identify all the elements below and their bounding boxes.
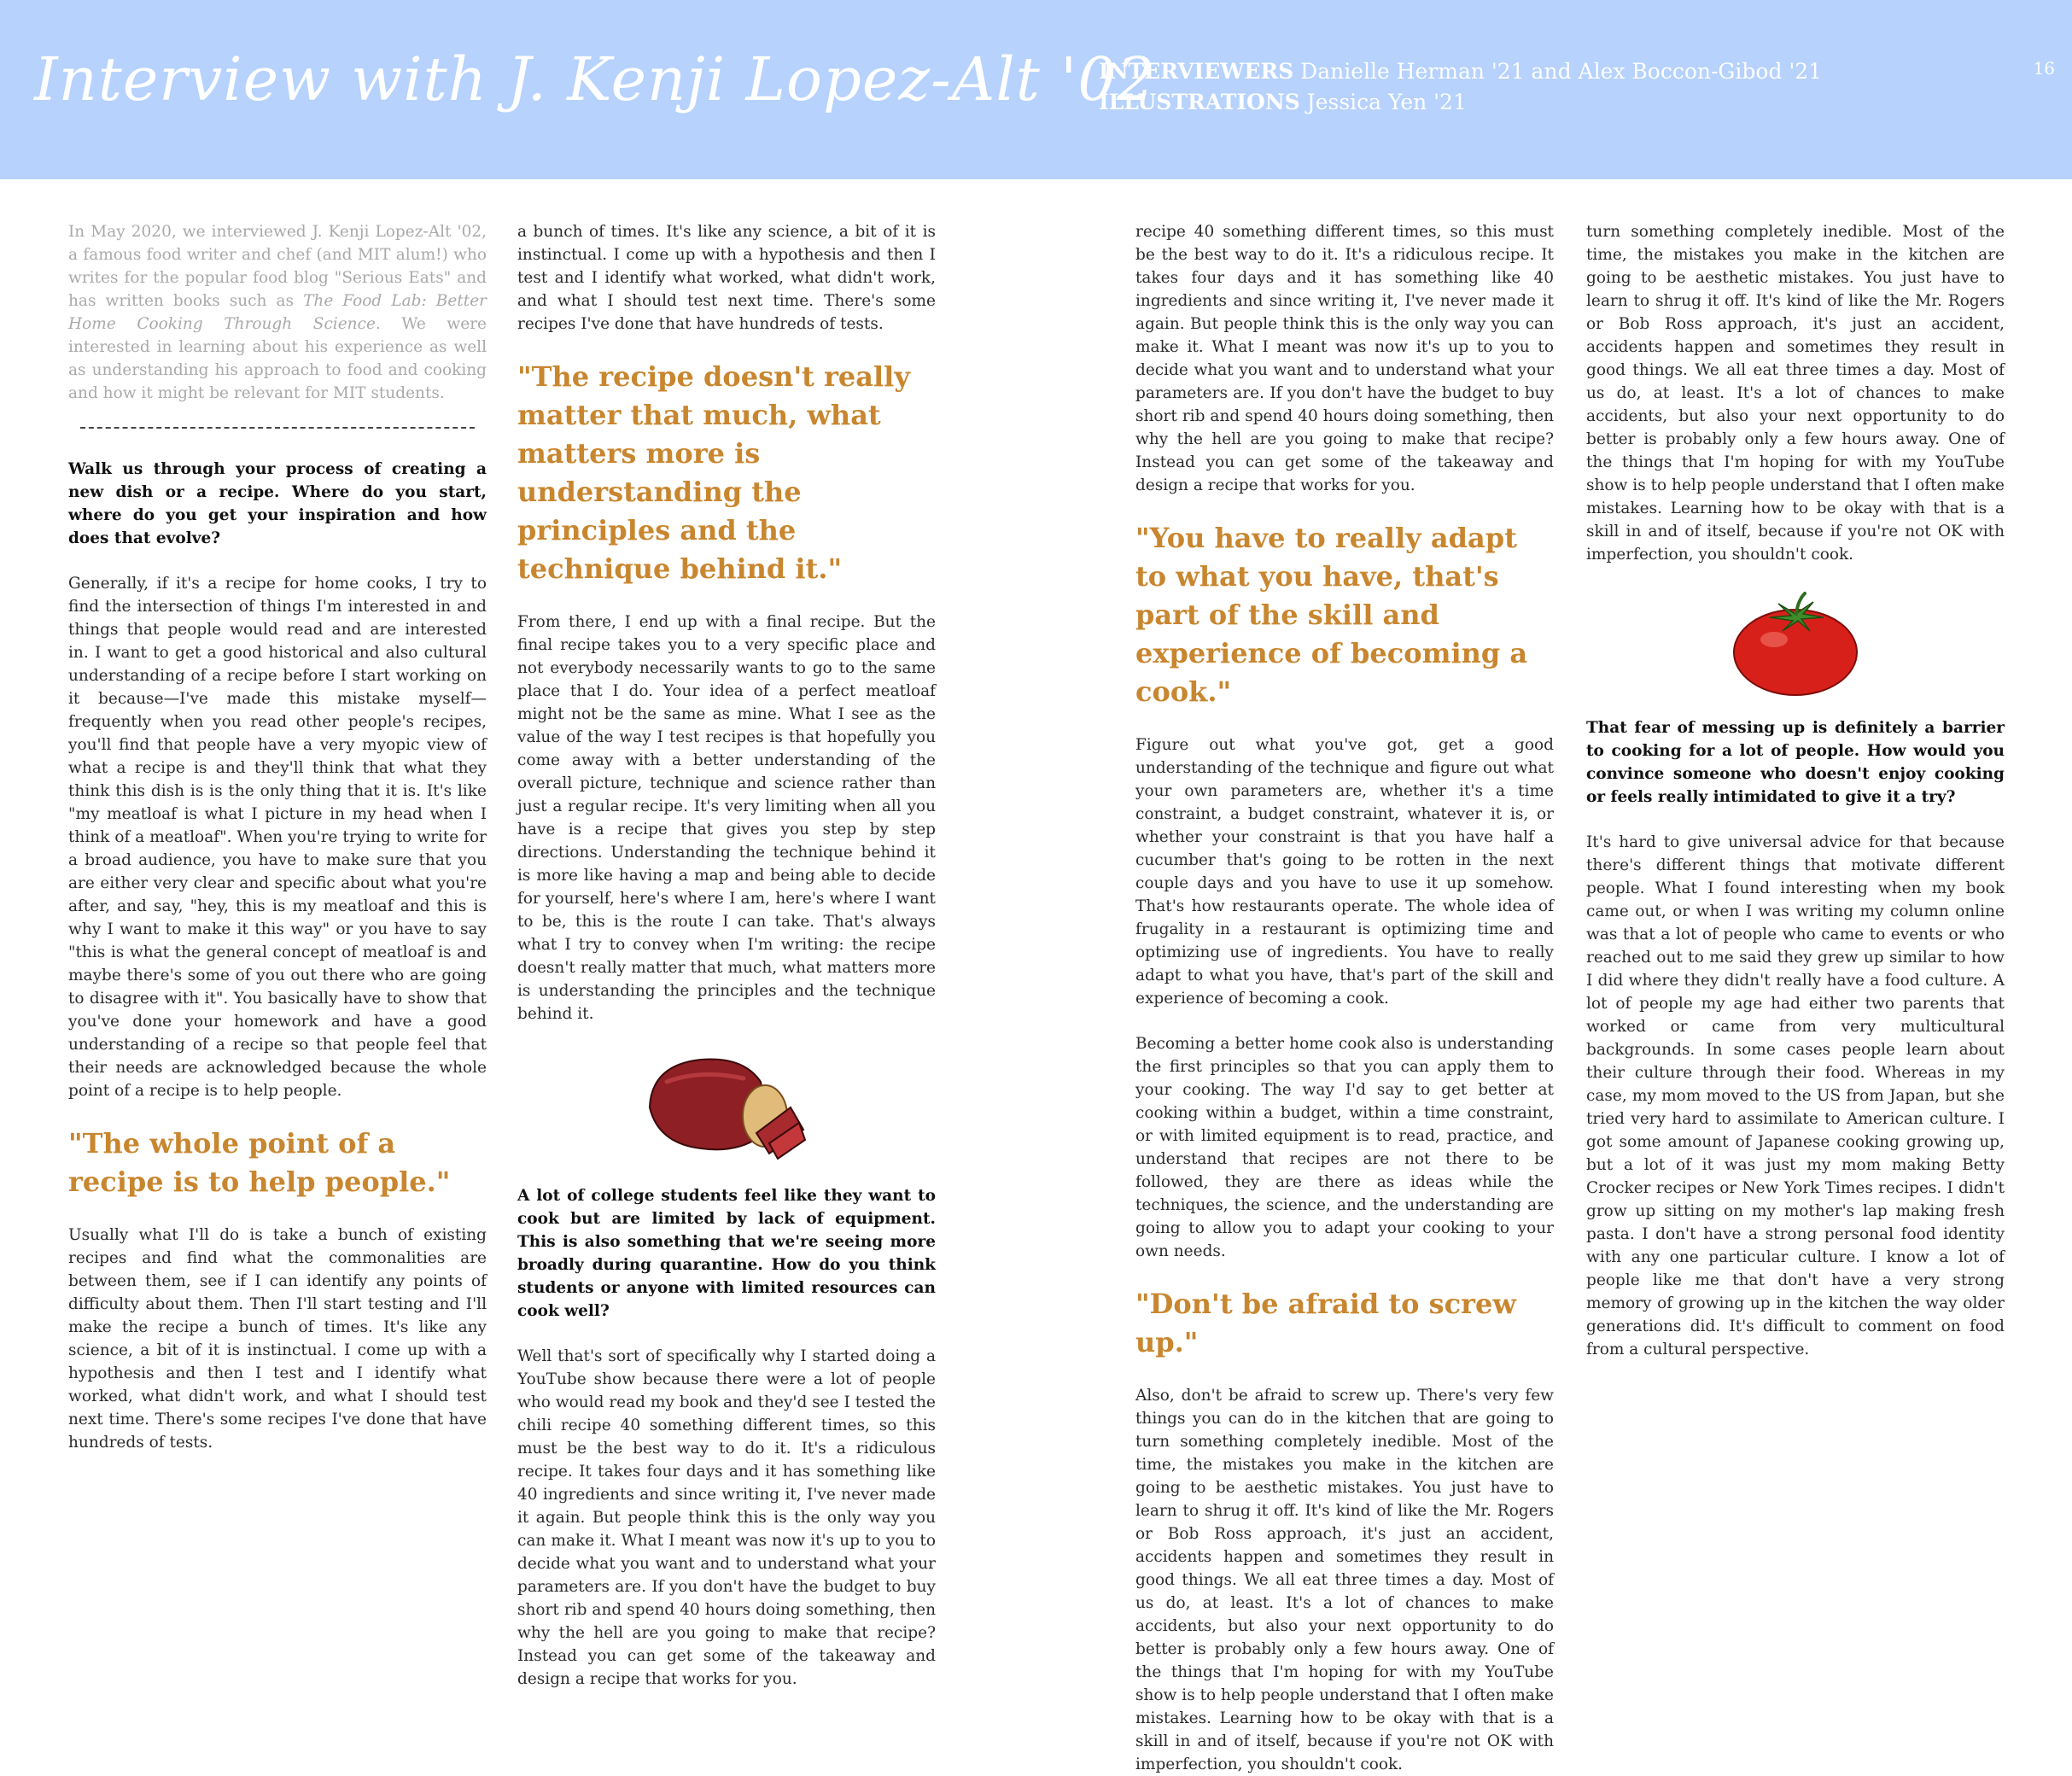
illustrations-label: ILLUSTRATIONS [1099,90,1300,114]
pull-quote-4: "Don't be afraid to screw up." [1135,1288,1516,1358]
section-divider [80,427,475,429]
column-1 [68,220,487,1452]
answer-1-paragraph-3: From there, I end up with a final recipe. But the final recipe takes you to a very specific place and not everybody necessarily wants to go to the same place that I do. Your idea of a perfect meatloaf might not be the same as mine. What I see as the value of the way I test recipes is that hopefully you come away with a better understanding of the overall picture, technique and science rather than just a regular recipe. It's very limiting when all you have is a recipe that gives you step by step directions. Understanding the technique behind it is more like having a map and being able to decide for yourself, here's where I am, here's where I want to be, this is the route I can take. That's always what I try to convey when I'm writing: the recipe doesn't really matter that much, what matters more is understanding the principles and the technique behind it. [517,613,936,1023]
answer-1-paragraph-2-continued: a bunch of times. It's like any science, a bit of it is instinctual. I come up with a hypothesis and then I test and I identify what worked, what didn't work, and what I should test next time. There's some recipes I've done that have hundreds of tests. [517,223,936,333]
question-2: A lot of college students feel like they want to cook but are limited by lack of equipment. This is also something that we're seeing more broadly during quarantine. How do you think students or anyone with limited resources can cook well? [517,1187,936,1320]
answer-2-paragraph-3: Becoming a better home cook also is understanding the first principles so that you can apply them to your cooking. The way I'd say to get better at cooking within a budget, within a time constraint, or with limited equipment is to read, practice, and understand that recipes are not there to be followed, they are there as ideas while the techniques, the science, and the understanding are going to allow you to adapt your cooking to your own needs. [1135,1035,1554,1260]
header-banner [0,0,2072,179]
intro-text-1: In May 2020, we interviewed J. Kenji Lopez-Alt '02, a famous food writer and chef (and MIT alum!) who writes for the popular food blog "Serious Eats" and has written books such as [68,223,487,310]
intro-text-2: . We were interested in learning about his experience as well as understanding his approach to food and cooking and how it might be relevant for MIT students. [68,315,487,402]
pull-quote-2: "The recipe doesn't really matter that much, what matters more is understanding the principles and the technique behind it." [517,360,910,585]
question-3: That fear of messing up is definitely a barrier to cooking for a lot of people. How would you convince someone who doesn't enjoy cooking or feels really intimidated to give it a try? [1586,719,2005,806]
book-title: The Food Lab: Better Home Cooking Through Science [68,292,487,333]
answer-1-paragraph-2: Usually what I'll do is take a bunch of existing recipes and find what the commonalities are between them, see if I can identify any points of difficulty about them. Then I'll start testing and I'll make the recipe a bunch of times. It's like any science, a bit of it is instinctual. I come up with a hypothesis and then I test and I identify what worked, what didn't work, and what I should test next time. There's some recipes I've done that have hundreds of tests. [68,1226,487,1452]
illustrator-name: Jessica Yen '21 [1299,90,1467,114]
page-title: Interview with J. Kenji Lopez-Alt '02 [34,44,1156,114]
answer-2-paragraph-4-continued: turn something completely inedible. Most of the time, the mistakes you make in the kitchen are going to be aesthetic mistakes. You just have to learn to shrug it off. It's kind of like the Mr. Rogers or Bob Ross approach, it's just an accident, accidents happen and sometimes they result in good things. We all eat three times a day. Most of us do, at least. It's a lot of chances to make accidents, but also your next opportunity to do better is probably only a few hours away. One of the things that I'm hoping for with my YouTube show is to help people understand that I often make mistakes. Learning how to be okay with that is a skill in and of itself, because if you're not OK with imperfection, you shouldn't cook. [1586,223,2005,564]
answer-1-paragraph-1: Generally, if it's a recipe for home cooks, I try to find the intersection of things I'm interested in and things that people would read and are interested in. I want to get a good historical and also cultural understanding of a recipe before I start working on it because—I've made this mistake myself—frequently when you read other people's recipes, you'll find that people have a very myopic view of what a recipe is and they'll think that what they think this dish is is the only thing that it is. It's like "my meatloaf is what I picture in my head when I think of a meatloaf". When you're trying to write for a broad audience, you have to make sure that you are either very clear and specific about what you're after, and say, "hey, this is my meatloaf and this is why I want to make it this way" or you have to say "this is what the general concept of meatloaf is and maybe there's some of you out there who are going to disagree with it". You basically have to show that you've done your homework and have a good understanding of a recipe so that people feel that their needs are acknowledged because the whole point of a recipe is to help people. [68,575,487,1100]
interviewers-label: INTERVIEWERS [1099,59,1294,84]
column-4 [1586,220,2005,1361]
tomato-illustration [1723,588,1868,699]
interviewers-names: Danielle Herman '21 and Alex Boccon-Gibod '21 [1293,59,1823,84]
pull-quote-1: "The whole point of a recipe is to help people." [68,1127,451,1198]
illustrations-line [1099,87,1822,118]
pull-quote-3: "You have to really adapt to what you have, that's part of the skill and experience of becoming a cook." [1135,522,1528,708]
interviewers-line [1099,56,1822,87]
answer-2-paragraph-4: Also, don't be afraid to screw up. There's very few things you can do in the kitchen that are going to turn something completely inedible. Most of the time, the mistakes you make in the kitchen are going to be aesthetic mistakes. You just have to learn to shrug it off. It's kind of like the Mr. Rogers or Bob Ross approach, it's just an accident, accidents happen and sometimes they result in good things. We all eat three times a day. Most of us do, at least. It's a lot of chances to make accidents, but also your next opportunity to do better is probably only a few hours away. One of the things that I'm hoping for with my YouTube show is to help people understand that I often make mistakes. Learning how to be okay with that is a skill in and of itself, because if you're not OK with imperfection, you shouldn't cook. [1135,1387,1554,1773]
credits [1099,56,1822,118]
question-1: Walk us through your process of creating a new dish or a recipe. Where do you start, where do you get your inspiration and how does that evolve? [68,460,487,547]
column-2 [517,220,936,1688]
intro-paragraph [68,220,487,405]
page-number: 16 [2033,58,2055,79]
answer-2-paragraph-1: Well that's sort of specifically why I started doing a YouTube show because there were a lot of people who would read my book and they'd see I tested the chili recipe 40 something different times, so this must be the best way to do it. It's a ridiculous recipe. It takes four days and it has something like 40 ingredients and since writing it, I've never made it again. But people think this is the only way you can make it. What I meant was now it's up to you to decide what you want and to understand what your parameters are. If you don't have the budget to buy short rib and spend 40 hours doing something, then why the hell are you going to make that recipe? Instead you can get some of the takeaway and design a recipe that works for you. [517,1347,936,1688]
answer-2-paragraph-2: Figure out what you've got, get a good understanding of the technique and figure out what your own parameters are, whether it's a time constraint, a budget constraint, whatever it is, or whether your constraint is that you have half a cucumber that's going to be rotten in the next couple days and you have to use it up somehow. That's how restaurants operate. The whole idea of frugality in a restaurant is optimizing time and optimizing use of ingredients. You have to really adapt to what you have, that's part of the skill and experience of becoming a cook. [1135,736,1554,1008]
answer-2-paragraph-1-continued: recipe 40 something different times, so this must be the best way to do it. It's a ridiculous recipe. It takes four days and it has something like 40 ingredients and since writing it, I've never made it again. But people think this is the only way you can make it. What I meant was now it's up to you to decide what you want and to understand what your parameters are. If you don't have the budget to buy short rib and spend 40 hours doing something, then why the hell are you going to make that recipe? Instead you can get some of the takeaway and design a recipe that works for you. [1135,223,1554,494]
column-3 [1135,220,1554,1773]
answer-3: It's hard to give universal advice for that because there's different things that motivate different people. What I found interesting when my book came out, or when I was writing my column online was that a lot of people who came to events or who reached out to me said they grew up similar to how I did where they didn't really have a food culture. A lot of people my age had either two parents that worked or came from very multicultural backgrounds. In some cases people learn about their culture through their food. Whereas in my case, my mom moved to the US from Japan, but she tried very hard to assimilate to American culture. I got some amount of Japanese cooking growing up, but a lot of it was just my mom making Betty Crocker recipes or New York Times recipes. I didn't grow up sitting on my mother's lap making fresh pasta. I don't have a strong personal food identity with any one particular culture. I know a lot of people like me that don't have a very strong memory of growing up in the kitchen the way older generations did. It's difficult to comment on food from a cultural perspective. [1586,833,2005,1358]
bread-loaf-illustration [641,1048,812,1167]
